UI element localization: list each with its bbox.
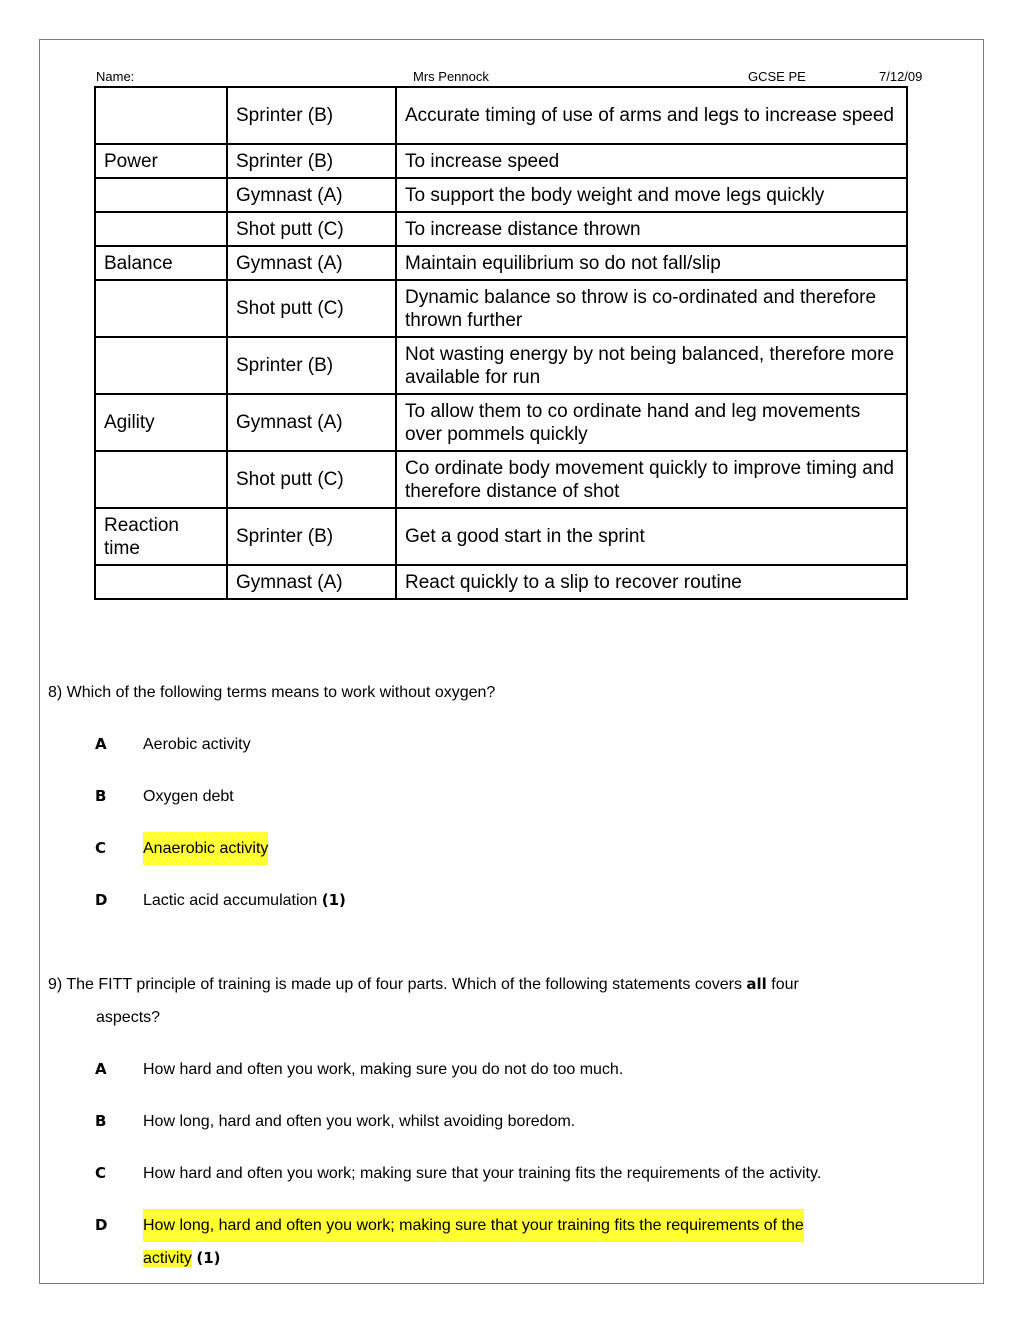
option-letter: A <box>95 735 107 753</box>
option-text: How hard and often you work, making sure you do not do too much. <box>143 1061 624 1078</box>
fitness-cell <box>95 565 227 599</box>
fitness-cell: Balance <box>95 246 227 280</box>
fitness-cell <box>95 337 227 394</box>
option-letter: C <box>95 1164 107 1182</box>
option-text: Aerobic activity <box>143 736 251 753</box>
table-row <box>95 178 907 212</box>
performer-cell: Shot putt (C) <box>227 451 396 508</box>
performer-cell: Sprinter (B) <box>227 144 396 178</box>
fitness-cell <box>95 87 227 144</box>
performer-cell: Sprinter (B) <box>227 87 396 144</box>
performer-cell: Sprinter (B) <box>227 337 396 394</box>
fitness-table <box>94 86 908 600</box>
table-row <box>95 451 907 508</box>
option-text-highlighted: activity <box>143 1250 192 1267</box>
option-text: How hard and often you work; making sure that your training fits the requirements of the activity. <box>143 1165 822 1182</box>
fitness-cell <box>95 178 227 212</box>
q8-question: 8) Which of the following terms means to work without oxygen? <box>48 684 496 701</box>
reason-cell: Accurate timing of use of arms and legs to increase speed <box>396 87 907 144</box>
reason-cell: Maintain equilibrium so do not fall/slip <box>396 246 907 280</box>
q9-question-part1: 9) The FITT principle of training is made up of four parts. Which of the following statements covers <box>48 976 747 993</box>
fitness-cell <box>95 212 227 246</box>
option-letter: A <box>95 1060 107 1078</box>
performer-cell: Gymnast (A) <box>227 394 396 451</box>
performer-cell: Shot putt (C) <box>227 280 396 337</box>
subject-label: GCSE PE <box>748 69 806 84</box>
table-row <box>95 144 907 178</box>
date-label: 7/12/09 <box>879 69 923 84</box>
reason-cell: To support the body weight and move legs quickly <box>396 178 907 212</box>
q9-question-part2: four <box>766 976 799 993</box>
option-letter: D <box>95 891 108 909</box>
table-row <box>95 280 907 337</box>
reason-cell: React quickly to a slip to recover routine <box>396 565 907 599</box>
reason-cell: Get a good start in the sprint <box>396 508 907 565</box>
table-row <box>95 246 907 280</box>
reason-cell: Dynamic balance so throw is co-ordinated and therefore thrown further <box>396 280 907 337</box>
q9-question-line2: aspects? <box>96 1009 161 1026</box>
table-row <box>95 87 907 144</box>
reason-cell: To allow them to co ordinate hand and leg movements over pommels quickly <box>396 394 907 451</box>
table-row <box>95 337 907 394</box>
marks-label: (1) <box>196 1249 221 1267</box>
option-text: Oxygen debt <box>143 788 234 805</box>
option-text: Lactic acid accumulation <box>143 892 318 909</box>
teacher-name: Mrs Pennock <box>413 69 489 84</box>
performer-cell: Gymnast (A) <box>227 246 396 280</box>
reason-cell: Not wasting energy by not being balanced, therefore more available for run <box>396 337 907 394</box>
reason-cell: To increase distance thrown <box>396 212 907 246</box>
performer-cell: Shot putt (C) <box>227 212 396 246</box>
option-text: How long, hard and often you work, whilst avoiding boredom. <box>143 1113 576 1130</box>
reason-cell: To increase speed <box>396 144 907 178</box>
q9-question-bold: all <box>746 975 767 993</box>
fitness-cell <box>95 451 227 508</box>
option-letter: C <box>95 839 107 857</box>
performer-cell: Gymnast (A) <box>227 565 396 599</box>
performer-cell: Gymnast (A) <box>227 178 396 212</box>
fitness-cell <box>95 280 227 337</box>
table-row <box>95 212 907 246</box>
table-row <box>95 394 907 451</box>
option-text-highlighted: Anaerobic activity <box>143 832 268 865</box>
option-text-highlighted: How long, hard and often you work; making sure that your training fits the requirements of the <box>143 1209 804 1242</box>
name-label: Name: <box>96 69 135 84</box>
option-letter: B <box>95 1112 107 1130</box>
q9-question <box>48 968 948 1001</box>
table-row <box>95 508 907 565</box>
fitness-cell: Agility <box>95 394 227 451</box>
marks-label: (1) <box>321 891 346 909</box>
option-letter: B <box>95 787 107 805</box>
performer-cell: Sprinter (B) <box>227 508 396 565</box>
fitness-cell: Power <box>95 144 227 178</box>
option-text-wrap <box>143 1242 221 1275</box>
option-text-wrap <box>143 884 346 917</box>
table-row <box>95 565 907 599</box>
option-letter: D <box>95 1216 108 1234</box>
reason-cell: Co ordinate body movement quickly to improve timing and therefore distance of shot <box>396 451 907 508</box>
fitness-cell: Reaction time <box>95 508 227 565</box>
